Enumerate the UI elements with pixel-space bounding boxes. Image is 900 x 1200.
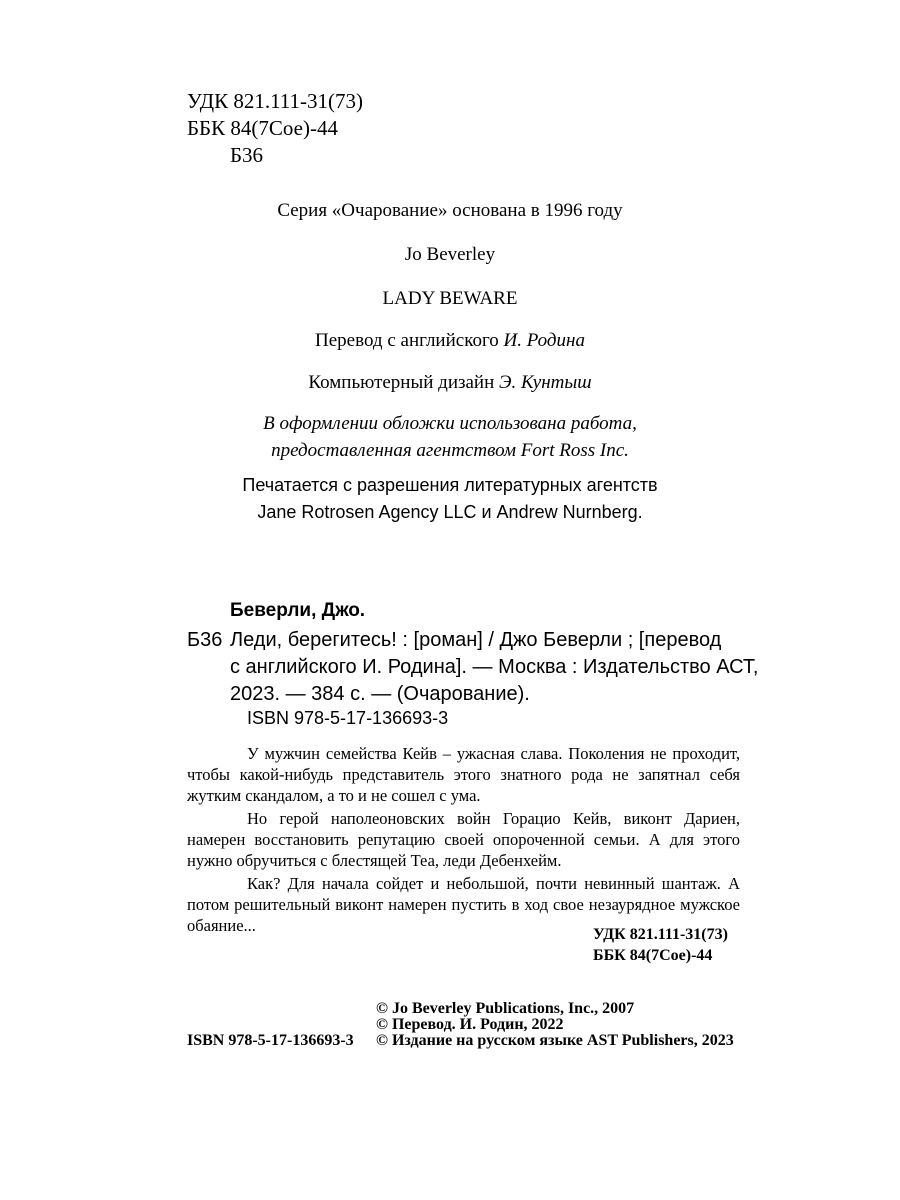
permission-line1: Печатается с разрешения литературных агентств xyxy=(242,475,658,495)
bbk-code-bottom: ББК 84(7Сое)-44 xyxy=(593,947,713,964)
bibliographic-line2: с английского И. Родина]. — Москва : Издательство АСТ, xyxy=(230,656,759,678)
classification-header xyxy=(187,88,363,169)
udk-code: УДК 821.111-31(73) xyxy=(187,89,363,113)
bibliographic-code: Б36 xyxy=(187,629,223,651)
author-sign: Б36 xyxy=(230,143,264,167)
designer-name: Э. Кунтыш xyxy=(499,372,592,393)
annotation-paragraph-3: Как? Для начала сойдет и небольшой, почти невинный шантаж. А потом решительный виконт намерен пустить в ход свое незаурядное мужское обаяние... xyxy=(187,874,740,935)
copyright-lines xyxy=(376,1001,734,1049)
translation-line xyxy=(0,330,900,352)
bibliographic-line1: Леди, берегитесь! : [роман] / Джо Беверли ; [перевод xyxy=(230,629,722,651)
bibliographic-isbn: ISBN 978-5-17-136693-3 xyxy=(247,708,449,728)
annotation-paragraph-1: У мужчин семейства Кейв – ужасная слава. Поколения не проходит, чтобы какой-нибудь представитель этого знатного рода не запятнал себя жутким скандалом, а то и не сошел с ума. xyxy=(187,744,740,805)
original-title: LADY BEWARE xyxy=(382,288,518,309)
design-line xyxy=(0,372,900,394)
permission-line2: Jane Rotrosen Agency LLC и Andrew Nurnberg. xyxy=(257,502,643,522)
copyright-line2: © Перевод. И. Родин, 2022 xyxy=(376,1016,564,1033)
annotation xyxy=(187,743,740,938)
bibliographic-line3: 2023. — 384 с. — (Очарование). xyxy=(230,683,530,705)
translation-label: Перевод с английского xyxy=(315,330,499,351)
copyright-isbn: ISBN 978-5-17-136693-3 xyxy=(187,1032,354,1049)
udk-code-bottom: УДК 821.111-31(73) xyxy=(593,926,728,943)
copyright-line1: © Jo Beverley Publications, Inc., 2007 xyxy=(376,1000,635,1017)
bbk-code: ББК 84(7Сое)-44 xyxy=(187,116,338,140)
design-label: Компьютерный дизайн xyxy=(308,372,495,393)
classification-bottom xyxy=(593,924,728,966)
cover-note xyxy=(0,410,900,464)
translator-name: И. Родина xyxy=(503,330,585,351)
permission-note xyxy=(0,472,900,526)
bibliographic-description xyxy=(230,627,758,708)
cover-note-line2: предоставленная агентством Fort Ross Inc. xyxy=(271,440,629,461)
bibliographic-author: Беверли, Джо. xyxy=(230,600,366,621)
series-line: Серия «Очарование» основана в 1996 году xyxy=(277,200,623,221)
copyright-line3: © Издание на русском языке AST Publishers, 2023 xyxy=(376,1032,734,1049)
original-author: Jo Beverley xyxy=(404,244,496,265)
cover-note-line1: В оформлении обложки использована работа, xyxy=(263,413,637,434)
annotation-paragraph-2: Но герой наполеоновских войн Горацио Кейв, виконт Дариен, намерен восстановить репутацию своей опороченной семьи. А для этого нужно обручиться с блестящей Теа, леди Дебенхейм. xyxy=(187,809,740,870)
